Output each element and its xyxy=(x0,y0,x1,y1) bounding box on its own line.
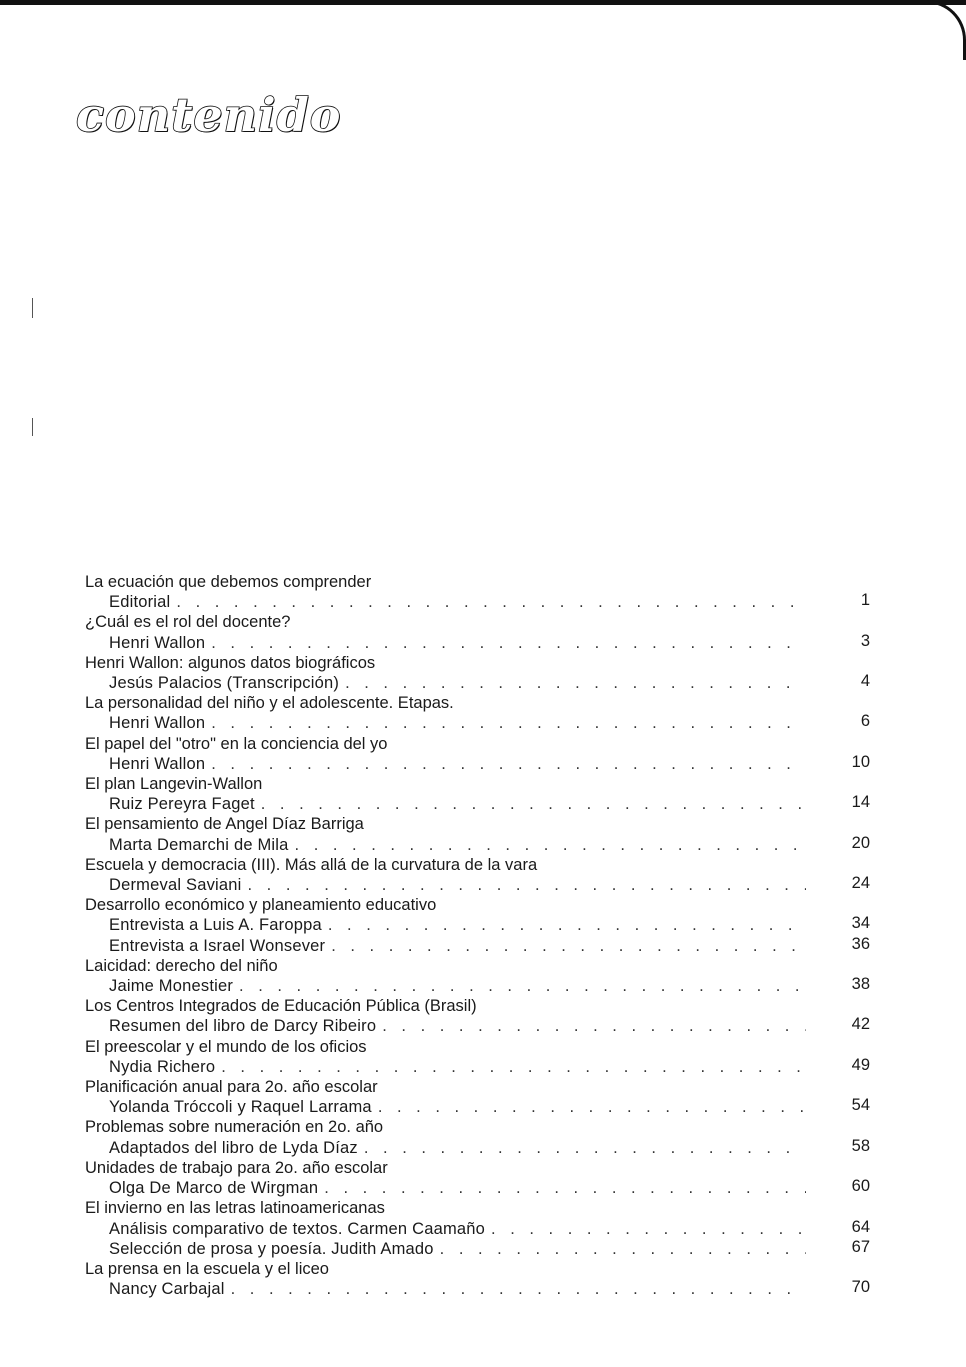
page-number: 36 xyxy=(851,934,870,953)
page-number: 20 xyxy=(851,833,870,852)
page-number: 10 xyxy=(851,752,870,771)
page-corner-curve xyxy=(906,0,966,60)
toc-entry-title[interactable]: Planificación anual para 2o. año escolar xyxy=(85,1078,378,1097)
page-number: 38 xyxy=(851,975,870,994)
toc-entry-author: Editorial xyxy=(109,593,171,612)
toc-entry-title[interactable]: Escuela y democracia (III). Más allá de la curvatura de la vara xyxy=(85,855,538,874)
dot-leader xyxy=(211,713,806,733)
dot-leader xyxy=(491,1219,806,1239)
toc-entry-title[interactable]: El preescolar y el mundo de los oficios xyxy=(85,1037,367,1056)
toc-entry-title[interactable]: El plan Langevin-Wallon xyxy=(85,775,263,794)
toc-entry-author-line[interactable] xyxy=(85,1219,870,1239)
toc-entry-author-line[interactable] xyxy=(85,1279,870,1299)
page-number: 67 xyxy=(851,1237,870,1256)
dot-leader xyxy=(231,1279,806,1299)
toc-entry-title[interactable]: El invierno en las letras latinoamericanas xyxy=(85,1199,385,1218)
toc-entry xyxy=(85,693,870,733)
toc-entry-author-line[interactable] xyxy=(85,673,870,693)
toc-entry-author: Jesús Palacios (Transcripción) xyxy=(109,674,340,693)
scan-mark xyxy=(32,298,33,318)
dot-leader xyxy=(239,976,806,996)
toc-entry-title[interactable]: Desarrollo económico y planeamiento educativo xyxy=(85,896,437,915)
toc-entry-author: Ruiz Pereyra Faget xyxy=(109,795,255,814)
page-number: 1 xyxy=(860,591,870,610)
toc-entry-author: Henri Wallon xyxy=(109,714,206,733)
toc-entry-author-line[interactable] xyxy=(85,1057,870,1077)
toc-entry xyxy=(85,572,870,612)
toc-entry-author: Henri Wallon xyxy=(109,633,206,652)
toc-entry-author: Olga De Marco de Wirgman xyxy=(109,1179,319,1198)
toc-entry-title[interactable]: La prensa en la escuela y el liceo xyxy=(85,1259,329,1278)
toc-entry-author-line[interactable] xyxy=(85,835,870,855)
toc-entry-author-line[interactable] xyxy=(85,936,870,956)
page-number: 64 xyxy=(851,1217,870,1236)
toc-entry-title[interactable]: Henri Wallon: algunos datos biográficos xyxy=(85,653,376,672)
toc-entry-author: Selección de prosa y poesía. Judith Amado xyxy=(109,1239,434,1258)
dot-leader xyxy=(248,875,806,895)
dot-leader xyxy=(328,915,806,935)
toc-entry-author-line[interactable] xyxy=(85,794,870,814)
toc-entry-author-line[interactable] xyxy=(85,592,870,612)
toc-entry xyxy=(85,1198,870,1259)
dot-leader xyxy=(221,1057,806,1077)
toc-entry-title[interactable]: Los Centros Integrados de Educación Pública (Brasil) xyxy=(85,997,477,1016)
toc-entry-author-line[interactable] xyxy=(85,1138,870,1158)
toc-entry-author-line[interactable] xyxy=(85,1239,870,1259)
toc-entry xyxy=(85,1117,870,1157)
dot-leader xyxy=(378,1097,806,1117)
toc-entry-author-line[interactable] xyxy=(85,1097,870,1117)
toc-entry-author: Dermeval Saviani xyxy=(109,876,242,895)
dot-leader xyxy=(440,1239,806,1259)
toc-entry-author: Entrevista a Israel Wonsever xyxy=(109,936,326,955)
toc-entry-author-line[interactable] xyxy=(85,915,870,935)
toc-entry xyxy=(85,996,870,1036)
toc-entry-title[interactable]: El pensamiento de Angel Díaz Barriga xyxy=(85,815,364,834)
page-number: 34 xyxy=(851,914,870,933)
toc-entry-author: Henri Wallon xyxy=(109,754,206,773)
dot-leader xyxy=(295,835,806,855)
toc-entry xyxy=(85,956,870,996)
dot-leader xyxy=(331,936,806,956)
toc-entry xyxy=(85,814,870,854)
toc-entry-author-line[interactable] xyxy=(85,1178,870,1198)
toc-entry xyxy=(85,653,870,693)
toc-entry-author-line[interactable] xyxy=(85,713,870,733)
toc-entry xyxy=(85,1077,870,1117)
toc-entry xyxy=(85,774,870,814)
toc-entry-author: Entrevista a Luis A. Faroppa xyxy=(109,916,322,935)
toc-entry-author: Jaime Monestier xyxy=(109,977,234,996)
toc-entry-author: Nydia Richero xyxy=(109,1057,216,1076)
toc-entry-author: Nancy Carbajal xyxy=(109,1280,225,1299)
toc-entry-title[interactable]: Laicidad: derecho del niño xyxy=(85,956,278,975)
page-number: 70 xyxy=(851,1278,870,1297)
toc-entry-title[interactable]: La personalidad del niño y el adolescente. Etapas. xyxy=(85,694,454,713)
toc-entry xyxy=(85,855,870,895)
dot-leader xyxy=(364,1138,806,1158)
dot-leader xyxy=(345,673,806,693)
toc-entry xyxy=(85,895,870,956)
page-number: 4 xyxy=(860,672,870,691)
dot-leader xyxy=(176,592,806,612)
toc-entry-author-line[interactable] xyxy=(85,633,870,653)
page-number: 49 xyxy=(851,1055,870,1074)
toc-entry-title[interactable]: La ecuación que debemos comprender xyxy=(85,573,372,591)
page-number: 54 xyxy=(851,1096,870,1115)
page-number: 58 xyxy=(851,1136,870,1155)
dot-leader xyxy=(261,794,806,814)
toc-entry xyxy=(85,734,870,774)
page-number: 60 xyxy=(851,1177,870,1196)
toc-entry-author: Marta Demarchi de Mila xyxy=(109,835,289,854)
table-of-contents xyxy=(85,572,870,1299)
toc-entry-title[interactable]: El papel del "otro" en la conciencia del yo xyxy=(85,734,388,753)
toc-entry-author: Análisis comparativo de textos. Carmen Caamaño xyxy=(109,1219,486,1238)
dot-leader xyxy=(211,633,806,653)
dot-leader xyxy=(211,754,806,774)
toc-entry-author-line[interactable] xyxy=(85,754,870,774)
toc-entry-author: Adaptados del libro de Lyda Díaz xyxy=(109,1138,358,1157)
toc-entry-title[interactable]: Problemas sobre numeración en 2o. año xyxy=(85,1118,384,1137)
toc-entry xyxy=(85,1158,870,1198)
dot-leader xyxy=(324,1178,806,1198)
toc-entry-author: Yolanda Tróccoli y Raquel Larrama xyxy=(109,1098,372,1117)
toc-entry-author: Resumen del libro de Darcy Ribeiro xyxy=(109,1017,377,1036)
toc-entry-title[interactable]: Unidades de trabajo para 2o. año escolar xyxy=(85,1158,388,1177)
page-number: 6 xyxy=(860,712,870,731)
toc-entry-title[interactable]: ¿Cuál es el rol del docente? xyxy=(85,613,291,632)
dot-leader xyxy=(382,1016,806,1036)
toc-entry xyxy=(85,612,870,652)
toc-entry-author-line[interactable] xyxy=(85,875,870,895)
page-number: 3 xyxy=(860,631,870,650)
scan-mark xyxy=(32,418,33,436)
page-number: 14 xyxy=(851,793,870,812)
page-number: 24 xyxy=(851,874,870,893)
page-number: 42 xyxy=(851,1015,870,1034)
page-title: contenido xyxy=(76,88,342,142)
toc-entry-author-line[interactable] xyxy=(85,1016,870,1036)
toc-entry-author-line[interactable] xyxy=(85,976,870,996)
top-edge-rule xyxy=(0,0,966,5)
toc-entry xyxy=(85,1037,870,1077)
toc-entry xyxy=(85,1259,870,1299)
